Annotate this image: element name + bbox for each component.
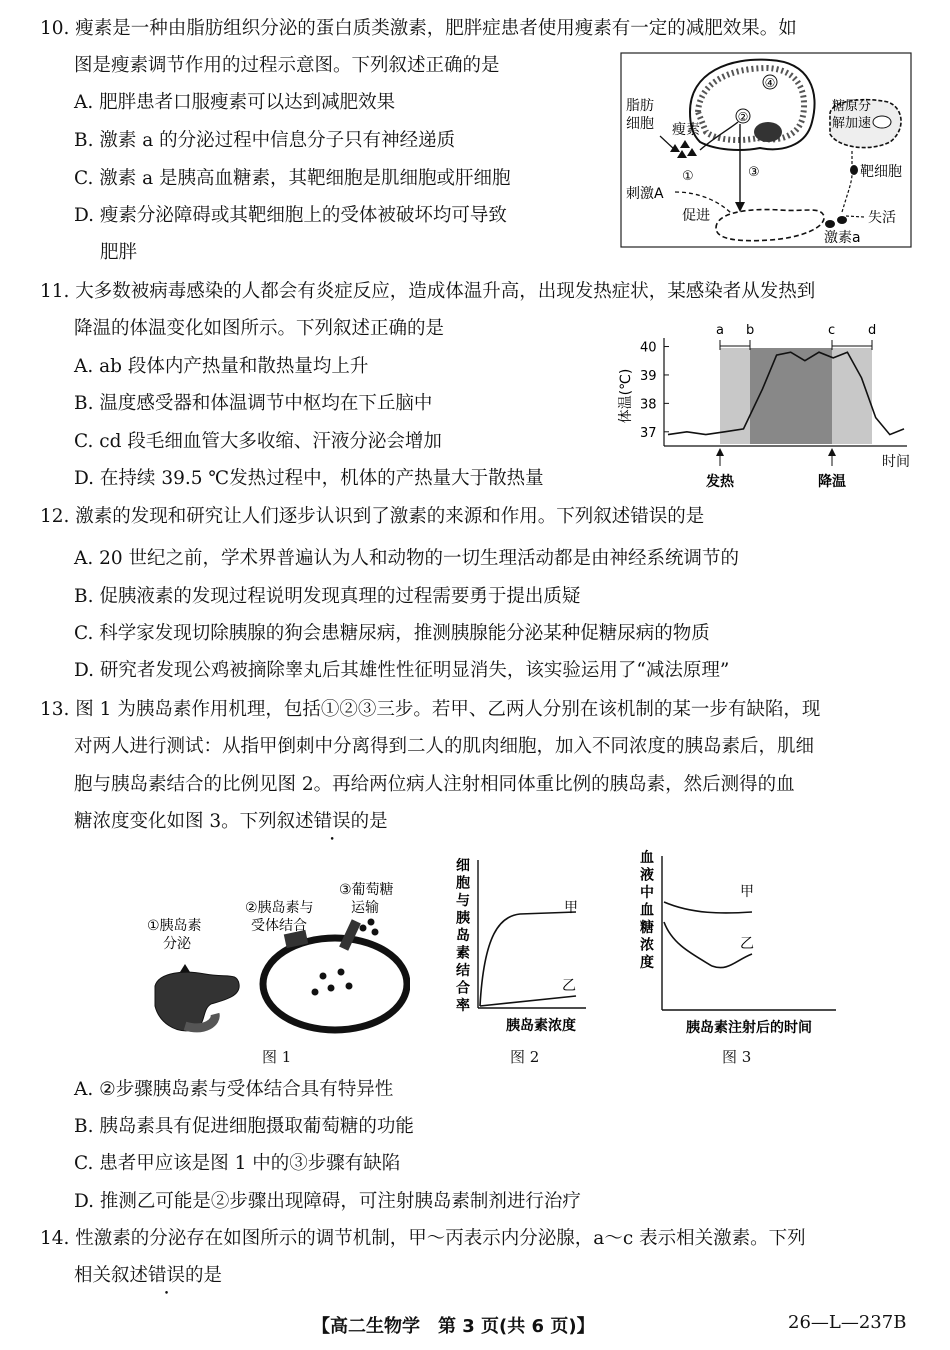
cool-arrow-head (828, 448, 836, 456)
q11-temperature-chart (612, 318, 917, 496)
fig2-ylabel-char-6: 结 (456, 963, 470, 979)
q13-line4-pre: 糖浓度变化如图 3。下列叙述 (74, 811, 314, 832)
q10-option-d-cont: 肥胖 (100, 242, 138, 263)
footer-code: 26—L—237B (788, 1312, 907, 1333)
q13-stem-line1: 13. 图 1 为胰岛素作用机理，包括①②③三步。若甲、乙两人分别在该机制的某一步有缺陷，现 (40, 699, 821, 720)
fig2-ylabel-char-3: 胰 (456, 910, 470, 927)
target-nucleus (873, 116, 891, 128)
seg-c-label: c (828, 323, 836, 338)
fig1-step3-line1: ③葡萄糖 (339, 882, 394, 898)
num-4: ④ (764, 76, 776, 90)
q13-option-a: A. ②步骤胰岛素与受体结合具有特异性 (74, 1079, 394, 1100)
fig3-ylabel-char-2: 中 (640, 885, 654, 901)
fig3-x-axis-label: 胰岛素注射后的时间 (686, 1020, 812, 1036)
num-2: ② (737, 110, 749, 124)
q13-option-b: B. 胰岛素具有促进细胞摄取葡萄糖的功能 (74, 1116, 414, 1137)
fig2-y-axis-label (456, 858, 471, 1014)
fig3-yi-label: 乙 (740, 936, 754, 952)
q13-option-d: D. 推测乙可能是②步骤出现障碍，可注射胰岛素制剂进行治疗 (74, 1191, 581, 1212)
fig3-series-yi (664, 922, 752, 968)
fig1-step1-line1: ①胰岛素 (147, 918, 202, 934)
fig3-series-jia (664, 902, 752, 913)
fig3-y-axis-label (640, 849, 654, 971)
fig2-x-axis-label: 胰岛素浓度 (506, 1018, 576, 1034)
fever-label: 发热 (706, 474, 734, 490)
cerebellum (754, 122, 782, 142)
promote-label: 促进 (682, 208, 710, 224)
q13-stem-line3: 胞与胰岛素结合的比例见图 2。再给两位病人注射相同体重比例的胰岛素，然后测得的血 (74, 774, 795, 795)
fig3-ylabel-char-5: 浓 (640, 937, 654, 954)
q14-stem-line2 (74, 1263, 222, 1289)
fig3-ylabel-char-0: 血 (640, 850, 654, 866)
target-dot (850, 165, 858, 175)
inactive-label: 失活 (868, 210, 896, 226)
seg-a-label: a (716, 323, 724, 338)
fig3-caption: 图 3 (722, 1048, 752, 1066)
q14-line2-pre: 相关叙述 (74, 1265, 149, 1286)
glycogen-label-2: 解加速 (832, 116, 872, 131)
q14-stem-line1: 14. 性激素的分泌存在如图所示的调节机制，甲～丙表示内分泌腺，a～c 表示相关激素。下列 (40, 1228, 806, 1249)
fig1-step3-line2: 运输 (351, 900, 379, 916)
q11-stem-line2: 降温的体温变化如图所示。下列叙述正确的是 (74, 318, 445, 339)
q13-stem-line2: 对两人进行测试：从指甲倒刺中分离得到二人的肌肉细胞，加入不同浓度的胰岛素后，肌细 (74, 736, 815, 757)
q11-option-a: A. ab 段体内产热量和散热量均上升 (74, 356, 369, 377)
hormone-dot-1 (825, 220, 835, 228)
fig1-step2-line1: ②胰岛素与 (245, 900, 314, 916)
fig3-ylabel-char-3: 血 (640, 902, 654, 919)
y-axis-label: 体温(℃) (618, 368, 634, 424)
fig2-ylabel-char-1: 胞 (456, 875, 470, 892)
q10-option-d: D. 瘦素分泌障碍或其靶细胞上的受体被破坏均可导致 (74, 205, 507, 226)
q10-option-b: B. 激素 a 的分泌过程中信息分子只有神经递质 (74, 130, 456, 151)
q10-stem-line2: 图是瘦素调节作用的过程示意图。下列叙述正确的是 (74, 55, 500, 76)
fig1-step2-line2: 受体结合 (251, 918, 307, 934)
q14-line2-post: 的是 (185, 1265, 223, 1286)
q11-stem-line1: 11. 大多数被病毒感染的人都会有炎症反应，造成体温升高，出现发热症状，某感染者从发热到 (40, 281, 816, 302)
q10-leptin-diagram (620, 52, 912, 248)
stim-a-label: 刺激A (626, 186, 664, 202)
fever-arrow-head (716, 448, 724, 456)
y-tick-label-39: 39 (640, 368, 657, 384)
seg-d-label: d (868, 323, 877, 338)
fig1-step1-line2: 分泌 (163, 936, 191, 952)
leptin-label: 瘦素 (672, 122, 700, 138)
y-ticks (640, 341, 669, 441)
fig1-caption: 图 1 (262, 1048, 292, 1066)
fig3-ylabel-char-4: 糖 (640, 920, 654, 936)
q11-option-b: B. 温度感受器和体温调节中枢均在下丘脑中 (74, 393, 433, 414)
q12-option-d: D. 研究者发现公鸡被摘除睾丸后其雄性性征明显消失，该实验运用了“减法原理” (74, 660, 730, 681)
q13-line4-post: 的是 (350, 811, 388, 832)
glycogen-label-1: 糖原分 (832, 99, 872, 114)
y-tick-label-37: 37 (640, 425, 657, 441)
fig2-ylabel-char-7: 合 (456, 980, 470, 997)
target-label: 靶细胞 (860, 164, 902, 180)
q13-stem-line4 (74, 809, 388, 835)
q12-option-b: B. 促胰液素的发现过程说明发现真理的过程需要勇于提出质疑 (74, 586, 581, 607)
hormone-dot-2 (837, 216, 847, 224)
q13-fig3-blood-glucose-chart (632, 848, 842, 1038)
fig2-yi-label: 乙 (562, 978, 576, 994)
fig2-jia-label: 甲 (564, 900, 578, 916)
q11-option-c: C. cd 段毛细血管大多收缩、汗液分泌会增加 (74, 431, 442, 452)
fig3-jia-label: 甲 (740, 884, 754, 900)
hormone-a-label: 激素a (824, 230, 861, 246)
fig2-series-yi (480, 996, 576, 1006)
shade-dark (750, 348, 832, 444)
fig2-caption: 图 2 (510, 1048, 540, 1066)
fig2-ylabel-char-8: 率 (456, 998, 470, 1014)
q13-fig2-binding-chart (450, 854, 590, 1038)
fig2-ylabel-char-0: 细 (456, 858, 470, 874)
q10-stem-line1: 10. 瘦素是一种由脂肪组织分泌的蛋白质类激素，肥胖症患者使用瘦素有一定的减肥效果。如 (40, 18, 797, 39)
fig3-ylabel-char-6: 度 (640, 955, 654, 971)
num-1: ① (682, 169, 694, 184)
fig2-ylabel-char-5: 素 (456, 945, 470, 962)
fig3-ylabel-char-1: 液 (640, 867, 654, 884)
y-tick-label-38: 38 (640, 397, 657, 413)
q12-option-c: C. 科学家发现切除胰腺的狗会患糖尿病，推测胰腺能分泌某种促糖尿病的物质 (74, 623, 710, 644)
q10-option-c: C. 激素 a 是胰高血糖素，其靶细胞是肌细胞或肝细胞 (74, 168, 511, 189)
q11-option-d: D. 在持续 39.5 ℃发热过程中，机体的产热量大于散热量 (74, 468, 544, 489)
q13-fig1-insulin-mechanism (145, 876, 410, 1038)
fig2-ylabel-char-2: 与 (456, 893, 470, 909)
q14-emphasis-error: 错误 (148, 1265, 186, 1286)
y-tick-label-40: 40 (640, 340, 657, 356)
q13-option-c: C. 患者甲应该是图 1 中的③步骤有缺陷 (74, 1153, 401, 1174)
fat-cell-label-1: 脂肪 (626, 98, 654, 114)
footer-page-info: 【高二生物学 第 3 页(共 6 页)】 (312, 1316, 595, 1337)
q12-stem: 12. 激素的发现和研究让人们逐步认识到了激素的来源和作用。下列叙述错误的是 (40, 506, 705, 527)
cool-label: 降温 (818, 474, 846, 490)
fat-cell-label-2: 细胞 (626, 116, 654, 132)
x-axis-label: 时间 (882, 454, 910, 470)
q10-option-a: A. 肥胖患者口服瘦素可以达到减肥效果 (74, 92, 396, 113)
fig2-ylabel-char-4: 岛 (456, 928, 470, 944)
q13-emphasis-error: 错误 (313, 811, 351, 832)
seg-b-label: b (746, 323, 755, 338)
num-3: ③ (748, 165, 760, 180)
q12-option-a: A. 20 世纪之前，学术界普遍认为人和动物的一切生理活动都是由神经系统调节的 (74, 548, 740, 569)
